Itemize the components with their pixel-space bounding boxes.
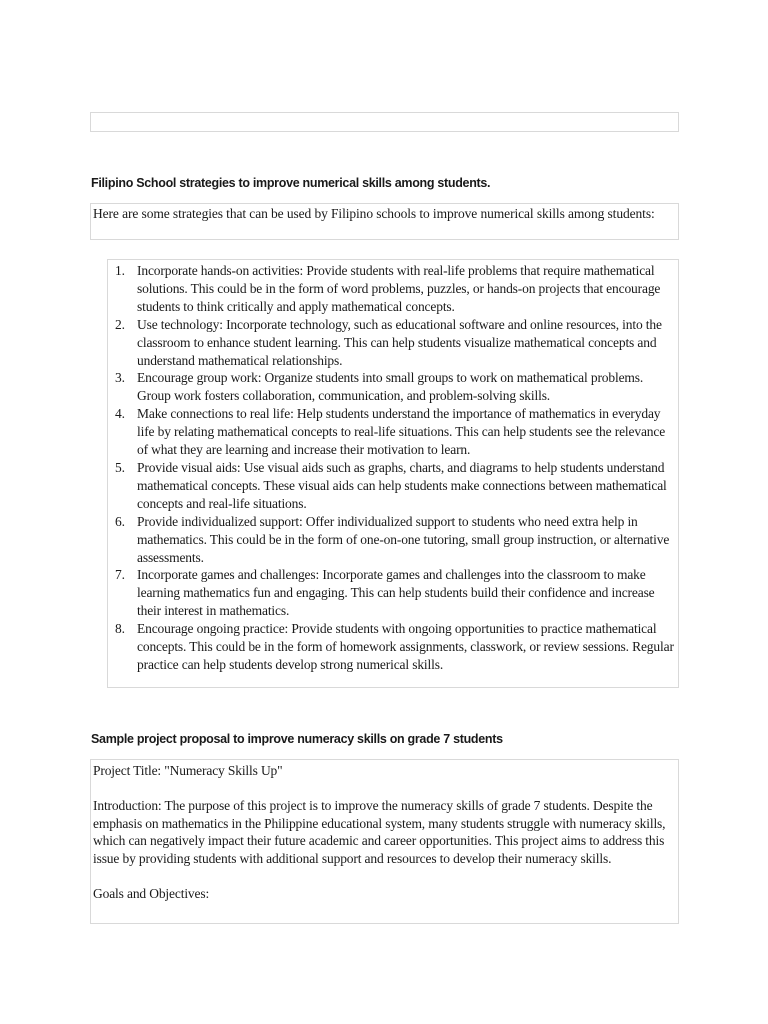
list-item-text: Encourage group work: Organize students into small groups to work on mathematical problems. Group work fosters collaboration, communication, and problem-solving skills. [137,370,644,404]
paragraph-spacer [93,780,676,798]
paragraph-spacer [93,868,676,886]
list-item-number: 6. [115,513,125,529]
goals-label: Goals and Objectives: [93,886,210,902]
list-item-text: Use technology: Incorporate technology, such as educational software and online resources, into the classroom to enhance student learning. This can help students visualize mathematical concepts and understand mathematical relationships. [137,316,662,368]
list-item [110,513,676,567]
list-item-number: 8. [115,621,125,637]
list-item [110,566,676,620]
strategies-list-box [107,259,679,688]
list-item [110,316,676,370]
list-item-text: Encourage ongoing practice: Provide students with ongoing opportunities to practice mathematical concepts. This could be in the form of homework assignments, classwork, or review sessions. Regular practice can help students develop strong numerical skills. [137,621,674,672]
list-item-number: 2. [115,316,125,332]
list-item-text: Incorporate hands-on activities: Provide students with real-life problems that require mathematical solutions. This could be in the form of word problems, puzzles, or hands-on projects that encourage students to think critically and apply mathematical concepts. [137,263,661,314]
list-item-number: 1. [115,263,125,278]
strategies-list [110,262,676,674]
proposal-text-box [90,759,679,924]
list-item [110,405,676,459]
strategies-intro: Here are some strategies that can be used by Filipino schools to improve numerical skills among students: [90,203,679,240]
list-item-number: 4. [115,406,125,422]
list-item-text: Provide visual aids: Use visual aids such as graphs, charts, and diagrams to help students understand mathematical concepts. These visual aids can help students make connections between mathematical concepts and real-life situations. [137,459,667,511]
list-item [110,262,676,316]
empty-text-box [90,112,679,132]
section-heading-strategies: Filipino School strategies to improve numerical skills among students. [91,176,491,190]
list-item [110,369,676,405]
section-heading-proposal: Sample project proposal to improve numeracy skills on grade 7 students [91,732,503,746]
project-introduction: Introduction: The purpose of this project is to improve the numeracy skills of grade 7 students. Despite the emphasis on mathematics in the Philippine educational system, many students struggle with numeracy skills, which can negatively impact their future academic and career opportunities. This project aims to address this issue by providing students with additional support and resources to develop their numeracy skills. [93,798,666,866]
list-item-number: 7. [115,567,125,583]
list-item-text: Make connections to real life: Help students understand the importance of mathematics in everyday life by relating mathematical concepts to real-life situations. This can help students see the relevance of what they are learning and increase their motivation to learn. [137,406,666,458]
list-item [110,459,676,513]
list-item-number: 5. [115,459,125,475]
list-item-text: Incorporate games and challenges: Incorporate games and challenges into the classroom to make learning mathematics fun and engaging. This can help students build their confidence and increase their interest in mathematics. [137,567,655,619]
project-title: Project Title: "Numeracy Skills Up" [93,763,283,778]
list-item-number: 3. [115,370,125,386]
list-item-text: Provide individualized support: Offer individualized support to students who need extra help in mathematics. This could be in the form of one-on-one tutoring, small group instruction, or alternative assessments. [137,513,670,565]
list-item [110,620,676,674]
